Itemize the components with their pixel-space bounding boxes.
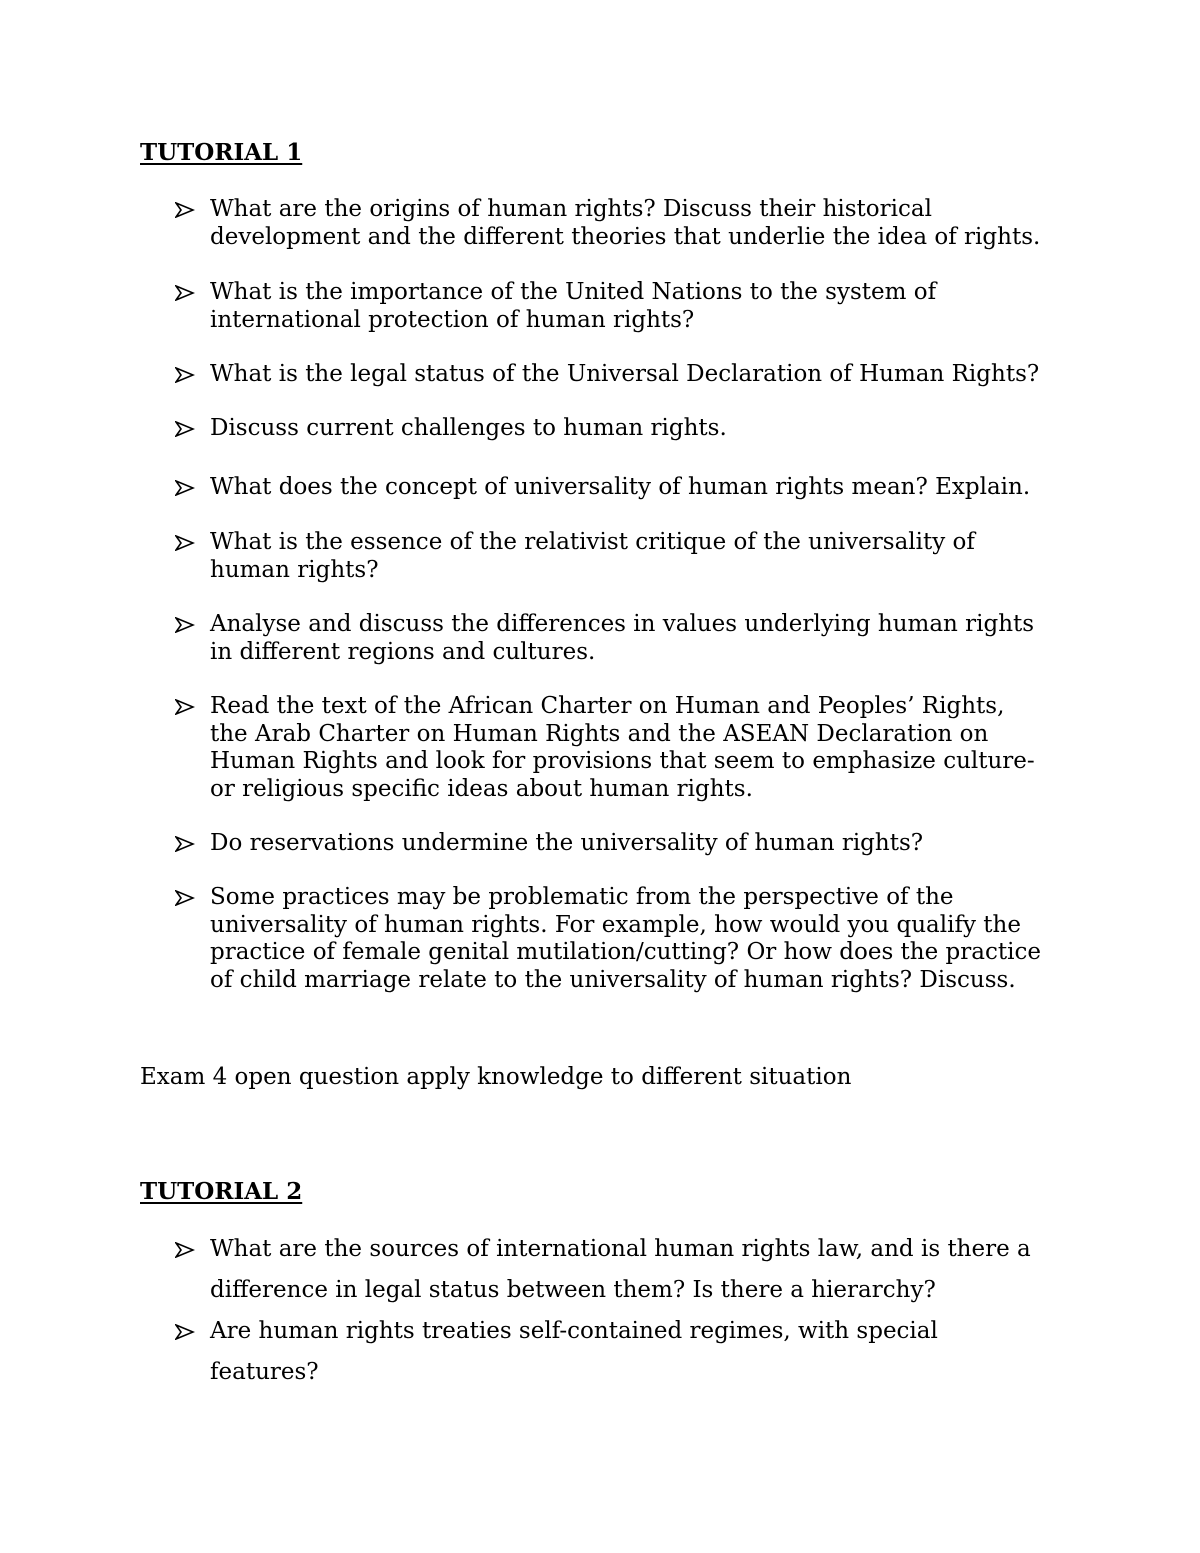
arrowhead-bullet-icon xyxy=(175,1311,197,1340)
list-item xyxy=(175,1311,1075,1393)
list-item xyxy=(175,693,1075,803)
question-text: Discuss current challenges to human rights. xyxy=(210,415,727,441)
arrowhead-bullet-icon xyxy=(175,529,197,551)
question-text: What is the legal status of the Universal Declaration of Human Rights? xyxy=(210,361,1040,387)
list-item xyxy=(175,529,1075,584)
question-text: What are the origins of human rights? Discuss their historical development and the different theories that underlie the idea of rights. xyxy=(210,196,1041,250)
question-text: What is the importance of the United Nations to the system of international protection of human rights? xyxy=(210,279,937,333)
arrowhead-bullet-icon xyxy=(175,196,197,218)
list-item xyxy=(175,611,1075,666)
list-item xyxy=(175,884,1075,994)
question-text: Read the text of the African Charter on Human and Peoples’ Rights, the Arab Charter on Human Rights and the ASEAN Declaration on Human Rights and look for provisions that seem to emphasize culture- or religious specific ideas about human rights. xyxy=(210,693,1035,802)
question-text: What are the sources of international human rights law, and is there a difference in legal status between them? Is there a hierarchy? xyxy=(210,1236,1031,1303)
list-item xyxy=(175,830,1075,858)
list-item xyxy=(175,1229,1075,1311)
list-item xyxy=(175,196,1075,251)
list-item xyxy=(175,474,1075,502)
exam-note: Exam 4 open question apply knowledge to different situation xyxy=(140,1064,852,1090)
arrowhead-bullet-icon xyxy=(175,693,197,715)
question-text: Analyse and discuss the differences in values underlying human rights in different regions and cultures. xyxy=(210,611,1035,665)
question-text: Do reservations undermine the universality of human rights? xyxy=(210,830,924,856)
arrowhead-bullet-icon xyxy=(175,1229,197,1258)
arrowhead-bullet-icon xyxy=(175,884,197,906)
arrowhead-bullet-icon xyxy=(175,415,197,437)
arrowhead-bullet-icon xyxy=(175,611,197,633)
question-text: Some practices may be problematic from the perspective of the universality of human rights. For example, how would you qualify the practice of female genital mutilation/cutting? Or how does the practice of child marriage relate to the universality of human rights? Discuss. xyxy=(210,884,1041,993)
list-item xyxy=(175,415,1075,443)
arrowhead-bullet-icon xyxy=(175,361,197,383)
list-item xyxy=(175,361,1075,389)
list-item xyxy=(175,279,1075,334)
tutorial-2-heading: TUTORIAL 2 xyxy=(140,1178,303,1205)
question-text: What does the concept of universality of human rights mean? Explain. xyxy=(210,474,1031,500)
tutorial-1-heading: TUTORIAL 1 xyxy=(140,139,303,166)
arrowhead-bullet-icon xyxy=(175,474,197,496)
arrowhead-bullet-icon xyxy=(175,279,197,301)
arrowhead-bullet-icon xyxy=(175,830,197,852)
question-text: Are human rights treaties self-contained regimes, with special features? xyxy=(210,1318,938,1385)
question-text: What is the essence of the relativist critique of the universality of human rights? xyxy=(210,529,975,583)
